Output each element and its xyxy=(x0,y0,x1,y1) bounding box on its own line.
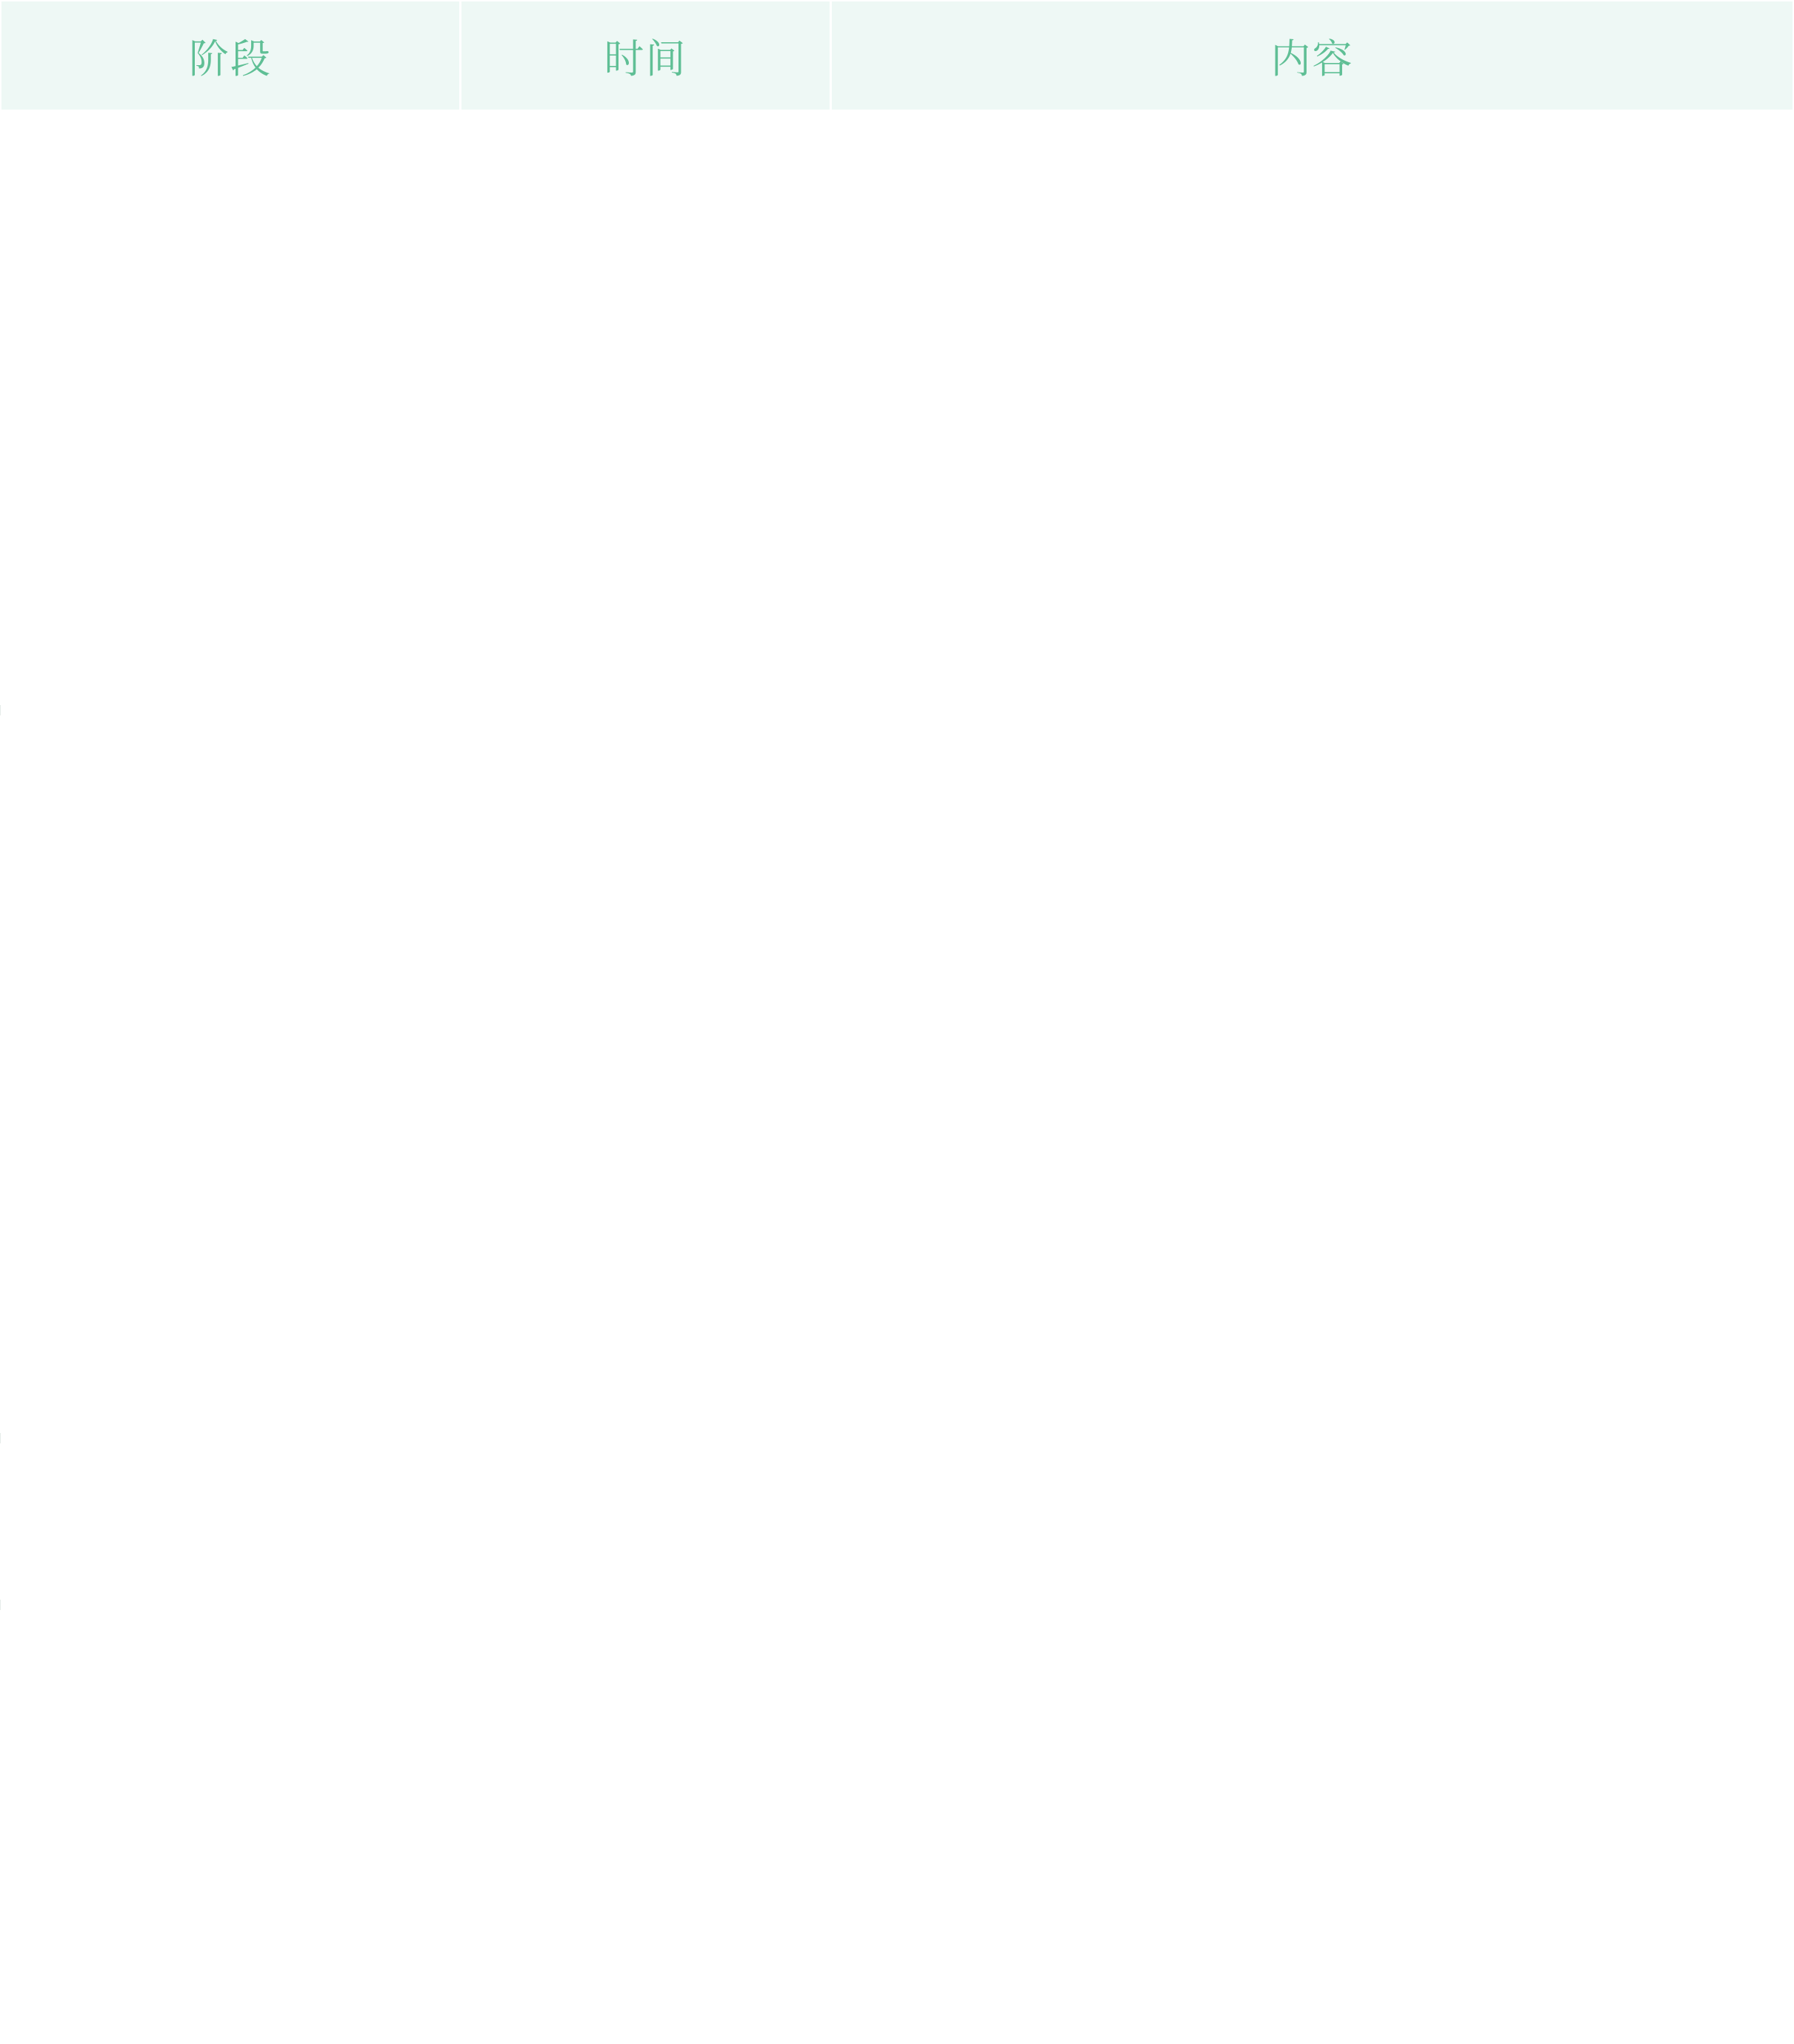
table-header-row xyxy=(0,0,1794,111)
table-edge-mark xyxy=(0,705,1,715)
header-time xyxy=(461,1,830,110)
header-stage-label: 阶段 xyxy=(189,35,272,82)
table-edge-mark xyxy=(0,1433,1,1443)
header-content xyxy=(832,1,1793,110)
table-body xyxy=(0,111,1794,2044)
header-content-label: 内容 xyxy=(1270,35,1354,82)
table-edge-mark xyxy=(0,1600,1,1610)
header-time-label: 时间 xyxy=(604,35,687,82)
header-stage xyxy=(1,1,459,110)
